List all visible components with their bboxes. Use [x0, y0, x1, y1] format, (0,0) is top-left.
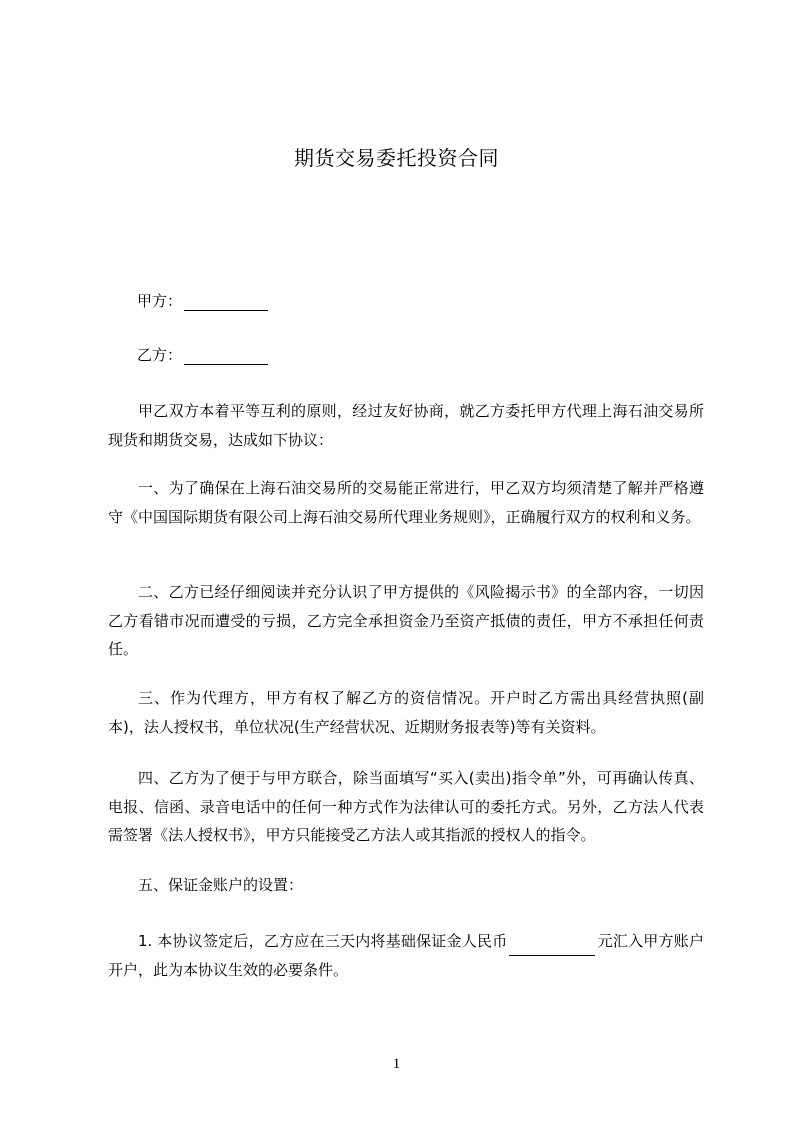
- party-b-line: [137, 345, 268, 365]
- party-b-label: 乙方：: [137, 346, 183, 364]
- party-a-blank: [184, 294, 268, 311]
- clause-4-paragraph: 四、乙方为了便于与甲方联合，除当面填写“买入(卖出)指令单”外，可再确认传真、电报、信函、录音电话中的任何一种方式作为法律认可的委托方式。另外，乙方法人代表需签署《法人授权书》，甲方只能接受乙方法人或其指派的授权人的指令。: [108, 769, 704, 844]
- clause-1-paragraph: 一、为了确保在上海石油交易所的交易能正常进行，甲乙双方均须清楚了解并严格遵守《中国国际期货有限公司上海石油交易所代理业务规则》，正确履行双方的权利和义务。: [108, 479, 704, 526]
- clause-5-1-text-after: 元汇入甲方账户开户，此为本协议生效的必要条件。: [108, 932, 704, 979]
- clause-5-1-paragraph: [108, 927, 704, 984]
- page-number: 1: [392, 1056, 401, 1072]
- clause-2-paragraph: 二、乙方已经仔细阅读并充分认识了甲方提供的《风险揭示书》的全部内容，一切因乙方看错市况而遭受的亏损，乙方完全承担资金乃至资产抵债的责任，甲方不承担任何责任。: [108, 583, 704, 658]
- party-a-line: [137, 291, 268, 311]
- clause-5-1-text-before: 1. 本协议签定后，乙方应在三天内将基础保证金人民币: [138, 932, 508, 950]
- page-title: 期货交易委托投资合同: [294, 146, 499, 170]
- clause-3-paragraph: 三、作为代理方，甲方有权了解乙方的资信情况。开户时乙方需出具经营执照(副本)，法人授权书，单位状况(生产经营状况、近期财务报表等)等有关资料。: [108, 689, 704, 736]
- intro-paragraph: 甲乙双方本着平等互利的原则，经过友好协商，就乙方委托甲方代理上海石油交易所现货和期货交易，达成如下协议：: [108, 402, 704, 449]
- party-a-label: 甲方：: [137, 292, 183, 310]
- clause-5-heading: 五、保证金账户的设置：: [138, 876, 304, 894]
- deposit-amount-blank: [509, 939, 595, 956]
- party-b-blank: [184, 348, 268, 365]
